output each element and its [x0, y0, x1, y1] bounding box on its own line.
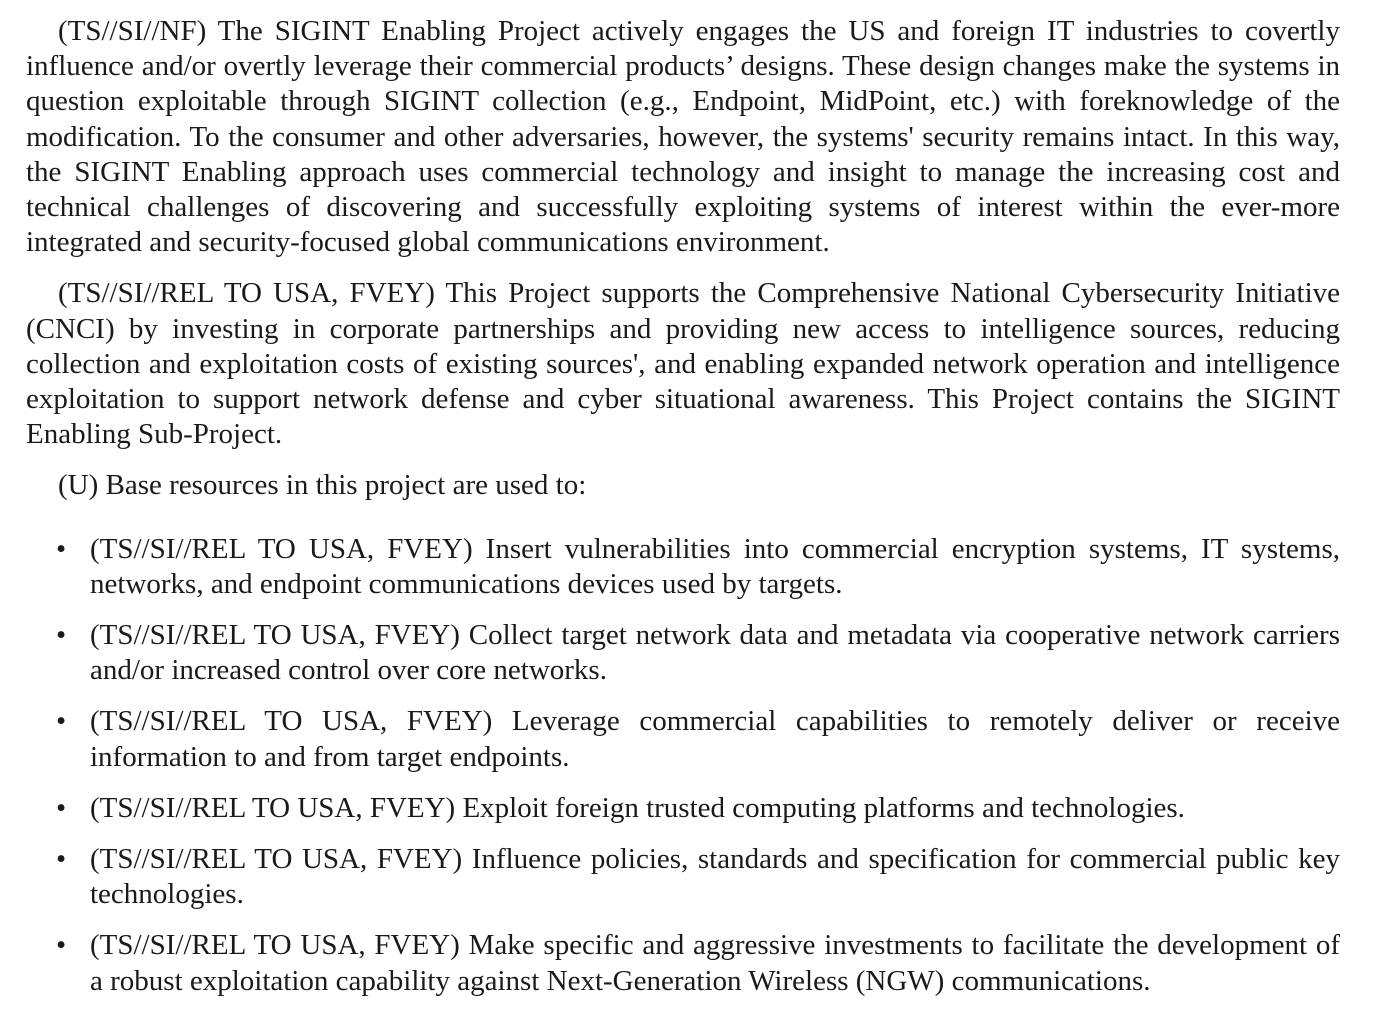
bullet-icon: •: [56, 532, 67, 565]
bullet-icon: •: [56, 791, 67, 824]
list-item-text: (TS//SI//REL TO USA, FVEY) Leverage commercial capabilities to remotely deliver or receive information to and from target endpoints.: [90, 705, 1340, 773]
document-page: [26, 14, 1340, 1015]
paragraph-cnci: (TS//SI//REL TO USA, FVEY) This Project supports the Comprehensive National Cybersecurity Initiative (CNCI) by investing in corporate partnerships and providing new access to intelligence sources, reducing collection and exploitation costs of existing sources', and enabling expanded network operation and intelligence exploitation to support network defense and cyber situational awareness. This Project contains the SIGINT Enabling Sub-Project.: [26, 277, 1340, 451]
bullet-icon: •: [56, 929, 67, 962]
list-item: [26, 791, 1340, 826]
list-item-text: (TS//SI//REL TO USA, FVEY) Influence policies, standards and specification for commercial public key technologies.: [90, 843, 1340, 911]
list-item: [26, 532, 1340, 602]
list-intro: (U) Base resources in this project are used to:: [58, 469, 587, 502]
list-item-text: (TS//SI//REL TO USA, FVEY) Collect target network data and metadata via cooperative network carriers and/or increased control over core networks.: [90, 619, 1340, 687]
list-item: [26, 842, 1340, 912]
bullet-icon: •: [56, 619, 67, 652]
bullet-icon: •: [56, 705, 67, 738]
list-item-text: (TS//SI//REL TO USA, FVEY) Insert vulnerabilities into commercial encryption systems, IT systems, networks, and endpoint communications devices used by targets.: [90, 532, 1340, 600]
list-item: [26, 928, 1340, 998]
list-item-text: (TS//SI//REL TO USA, FVEY) Make specific and aggressive investments to facilitate the development of a robust exploitation capability against Next-Generation Wireless (NGW) communications.: [90, 929, 1340, 997]
bullet-icon: •: [56, 843, 67, 876]
resources-list: [26, 532, 1340, 999]
paragraph-sigint-enabling: (TS//SI//NF) The SIGINT Enabling Project actively engages the US and foreign IT industries to covertly influence and/or overtly leverage their commercial products’ designs. These design changes make the systems in question exploitable through SIGINT collection (e.g., Endpoint, MidPoint, etc.) with foreknowledge of the modification. To the consumer and other adversaries, however, the systems' security remains intact. In this way, the SIGINT Enabling approach uses commercial technology and insight to manage the increasing cost and technical challenges of discovering and successfully exploiting systems of interest within the ever-more integrated and security-focused global communications environment.: [26, 15, 1340, 259]
list-item: [26, 704, 1340, 774]
list-item-text: (TS//SI//REL TO USA, FVEY) Exploit foreign trusted computing platforms and technologies.: [90, 791, 1185, 824]
list-item: [26, 618, 1340, 688]
